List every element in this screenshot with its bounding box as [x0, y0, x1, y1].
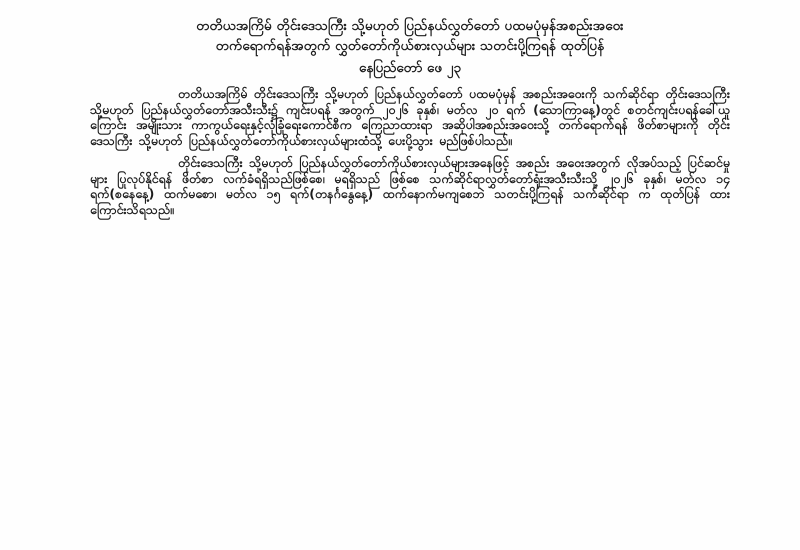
document-header [90, 16, 730, 78]
document-body [90, 86, 730, 217]
dateline: နေပြည်တော် ဖေ ၂၃ [358, 60, 462, 76]
title-line-2: တက်ရောက်ရန်အတွက် လွှတ်တော်ကိုယ်စားလှယ်များ သတင်းပို့ကြရန် ထုတ်ပြန် [215, 38, 605, 54]
paragraph-1: တတိယအကြိမ် တိုင်းဒေသကြီး သို့မဟုတ် ပြည်နယ်လွှတ်တော် ပထမပုံမှန် အစည်းအဝေးကို သက်ဆိုင်ရာ တိုင်းဒေသကြီး သို့မဟုတ် ပြည်နယ်လွှတ်တော်အသီးသီး၌ ကျင်းပရန် အတွက် ၂၀၂၆ ခုနှစ်၊ မတ်လ ၂၀ ရက် (သောကြာနေ့)တွင် စတင်ကျင်းပရန်ခေါ်ယူကြောင်း အမျိုးသား ကာကွယ်ရေးနှင့်လုံခြုံရေးကောင်စီက ကြေညာထားရာ အဆိုပါအစည်းအဝေးသို့ တက်ရောက်ရန် ဖိတ်စာများကို တိုင်းဒေသကြီး သို့မဟုတ် ပြည်နယ်လွှတ်တော်ကိုယ်စားလှယ်များထံသို့ ပေးပို့သွား မည်ဖြစ်ပါသည်။ [90, 86, 730, 148]
document-title [90, 16, 730, 56]
paragraph-2: တိုင်းဒေသကြီး သို့မဟုတ် ပြည်နယ်လွှတ်တော်ကိုယ်စားလှယ်များအနေဖြင့် အစည်း အဝေးအတွက် လိုအပ်သည့် ပြင်ဆင်မှုများ ပြုလုပ်နိုင်ရန် ဖိတ်စာ လက်ခံရရှိသည်ဖြစ်စေ၊ မရရှိသည် ဖြစ်စေ သက်ဆိုင်ရာလွှတ်တော်ရုံးအသီးသီးသို့ ၂၀၂၆ ခုနှစ်၊ မတ်လ ၁၄ ရက်(စနေနေ့) ထက်မစော၊ မတ်လ ၁၅ ရက်(တနင်္ဂနွေနေ့) ထက်နောက်မကျစေဘဲ သတင်းပို့ကြရန် သက်ဆိုင်ရာ က ထုတ်ပြန် ထားကြောင်းသိရသည်။ [90, 155, 730, 217]
title-line-1: တတိယအကြိမ် တိုင်းဒေသကြီး သို့မဟုတ် ပြည်နယ်လွှတ်တော် ပထမပုံမှန်အစည်းအဝေး [196, 18, 624, 34]
